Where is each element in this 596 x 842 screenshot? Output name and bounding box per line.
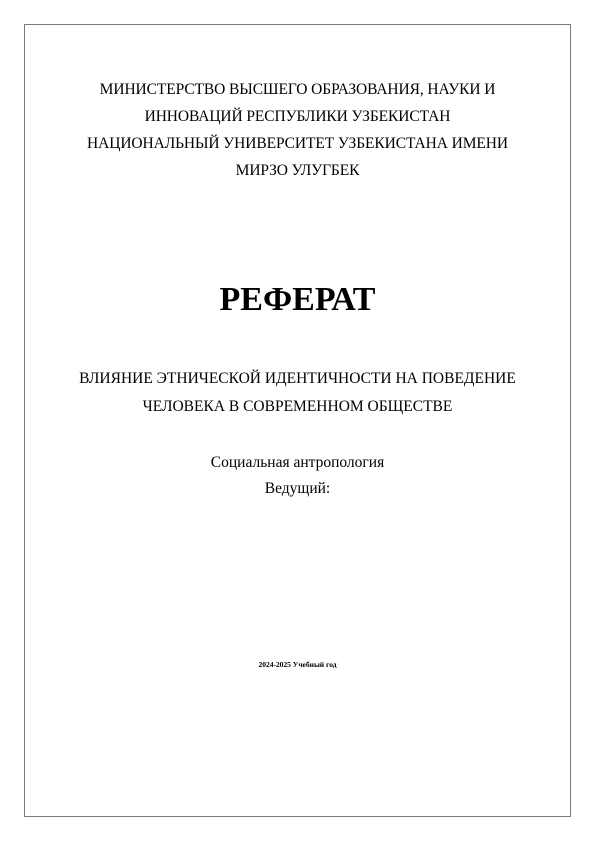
- ministry-line: МИНИСТЕРСТВО ВЫСШЕГО ОБРАЗОВАНИЯ, НАУКИ И: [99, 81, 496, 98]
- ministry-line: ИННОВАЦИЙ РЕСПУБЛИКИ УЗБЕКИСТАН: [144, 108, 451, 125]
- topic-line: ВЛИЯНИЕ ЭТНИЧЕСКОЙ ИДЕНТИЧНОСТИ НА ПОВЕДЕНИЕ: [79, 370, 516, 387]
- subject-block: [24, 450, 571, 502]
- document-title: РЕФЕРАТ: [219, 281, 376, 318]
- university-line: МИРЗО УЛУГБЕК: [235, 162, 360, 179]
- lead-label: Ведущий:: [264, 480, 331, 497]
- topic-heading: [24, 365, 571, 421]
- university-line: НАЦИОНАЛЬНЫЙ УНИВЕРСИТЕТ УЗБЕКИСТАНА ИМЕНИ: [87, 135, 508, 152]
- topic-line: ЧЕЛОВЕКА В СОВРЕМЕННОМ ОБЩЕСТВЕ: [142, 398, 453, 415]
- institution-header: [24, 76, 571, 184]
- academic-year: 2024-2025 Учебный год: [258, 660, 337, 669]
- subject-name: Социальная антропология: [210, 454, 385, 471]
